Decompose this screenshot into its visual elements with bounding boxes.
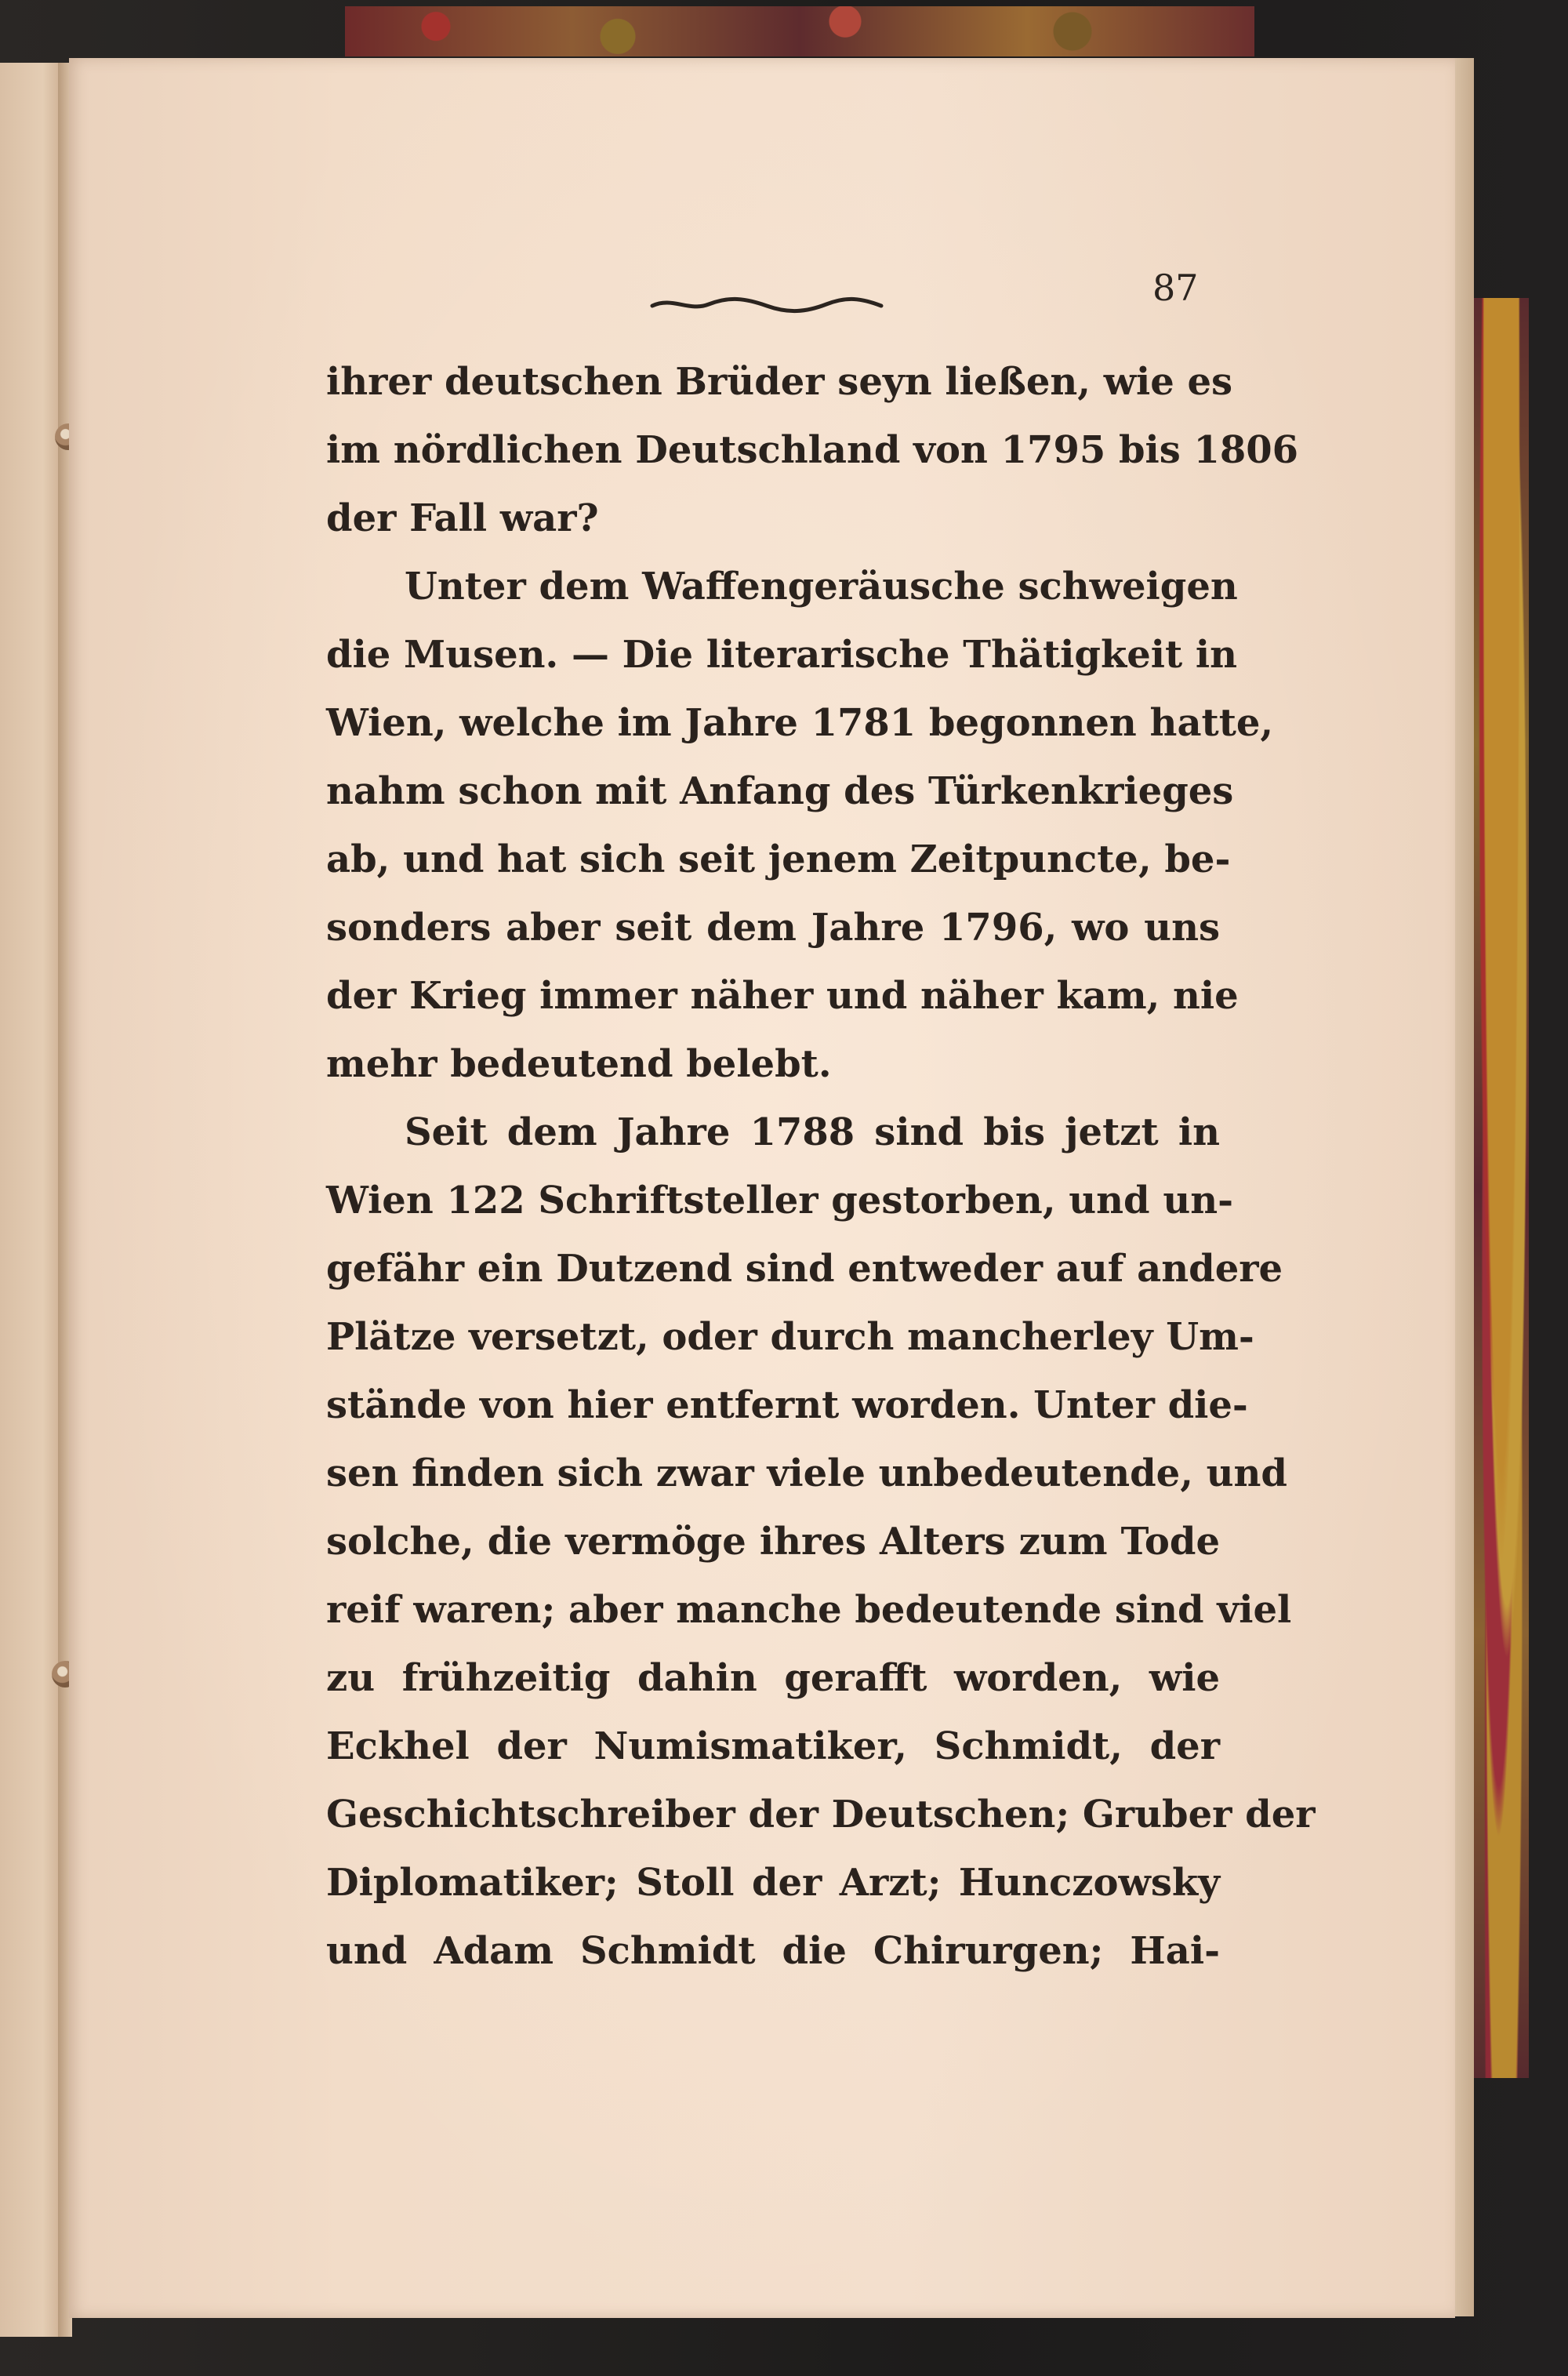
text-line: die Musen. — Die literarische Thätigkeit in: [326, 633, 1238, 677]
text-line: Seit dem Jahre 1788 sind bis jetzt in: [405, 1110, 1220, 1154]
body-text: [326, 348, 1316, 1985]
text-line: Plätze versetzt, oder durch mancherley Um-: [326, 1315, 1254, 1359]
text-line: Eckhel der Numismatiker, Schmidt, der: [326, 1724, 1220, 1768]
page-stack-edge: [1454, 58, 1474, 2316]
page-number: 87: [1152, 267, 1199, 309]
text-line: Wien, welche im Jahre 1781 begonnen hatte,: [326, 701, 1274, 745]
text-line: im nördlichen Deutschland von 1795 bis 1806: [326, 428, 1299, 472]
text-line: der Fall war?: [326, 496, 599, 540]
text-line: Unter dem Waffengeräusche schweigen: [405, 565, 1238, 609]
text-line: zu frühzeitig dahin gerafft worden, wie: [326, 1656, 1220, 1700]
text-line: Wien 122 Schriftsteller gestorben, und un-: [326, 1179, 1234, 1223]
text-line: ab, und hat sich seit jenem Zeitpuncte, be-: [326, 837, 1231, 881]
text-line: Geschichtschreiber der Deutschen; Gruber der: [326, 1793, 1316, 1836]
text-line: mehr bedeutend belebt.: [326, 1042, 832, 1086]
text-line: sonders aber seit dem Jahre 1796, wo uns: [326, 906, 1220, 950]
text-line: reif waren; aber manche bedeutende sind viel: [326, 1588, 1292, 1632]
text-line: und Adam Schmidt die Chirurgen; Hai-: [326, 1929, 1220, 1973]
text-line: gefähr ein Dutzend sind entweder auf andere: [326, 1247, 1283, 1291]
marbled-cover-top: [345, 6, 1254, 56]
text-line: Diplomatiker; Stoll der Arzt; Hunczowsky: [326, 1861, 1220, 1905]
text-line: stände von hier entfernt worden. Unter die-: [326, 1383, 1248, 1427]
book-page: [69, 58, 1455, 2318]
facing-page-sliver: [0, 63, 61, 2337]
text-line: nahm schon mit Anfang des Türkenkrieges: [326, 769, 1234, 813]
text-line: ihrer deutschen Brüder seyn ließen, wie es: [326, 360, 1233, 404]
marbled-cover-edge: [1474, 298, 1529, 2078]
header-ornament-icon: [649, 295, 884, 314]
text-line: solche, die vermöge ihres Alters zum Tode: [326, 1520, 1220, 1564]
text-line: sen finden sich zwar viele unbedeutende, und: [326, 1451, 1287, 1495]
text-line: der Krieg immer näher und näher kam, nie: [326, 974, 1239, 1018]
